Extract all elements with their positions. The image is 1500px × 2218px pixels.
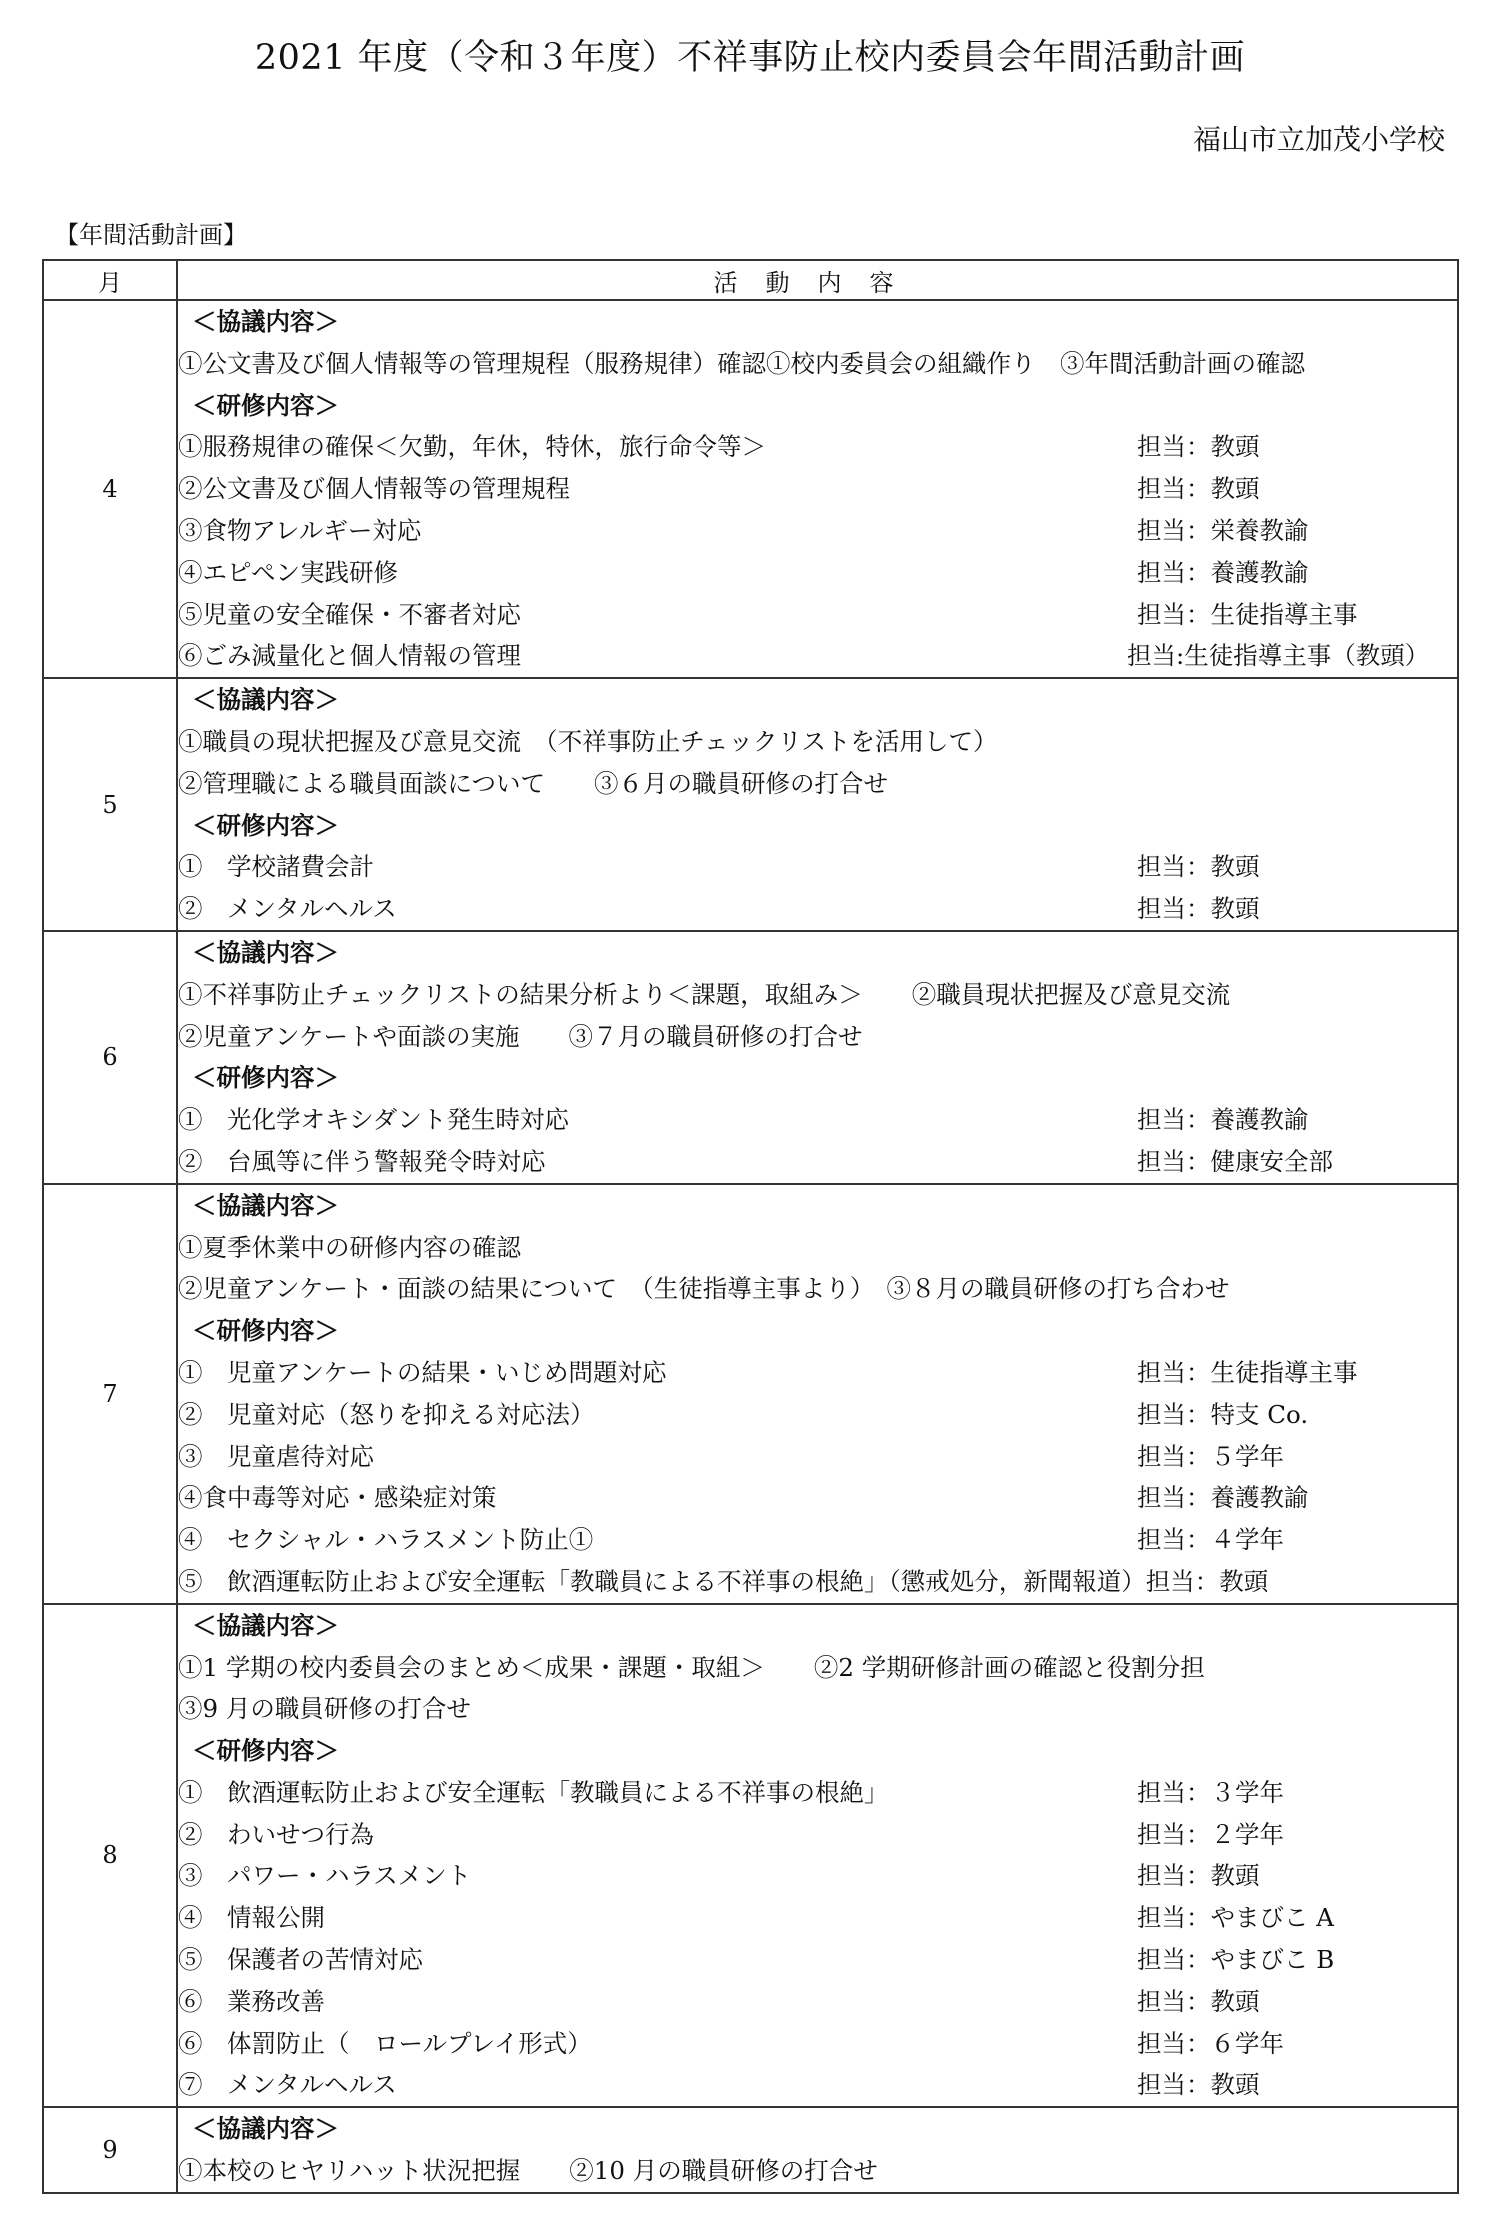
list-item bbox=[178, 1561, 1457, 1603]
list-item bbox=[178, 1394, 1457, 1436]
item-tantou: 担当:生徒指導主事（教頭） bbox=[1127, 641, 1430, 671]
item-text: ③9 月の職員研修の打合せ bbox=[178, 1694, 471, 1724]
list-item bbox=[178, 635, 1457, 677]
list-item bbox=[178, 301, 1457, 343]
list-item bbox=[178, 426, 1457, 468]
item-text: ② 台風等に伴う警報発令時対応 bbox=[178, 1146, 546, 1176]
content-cell bbox=[177, 1604, 1458, 2108]
item-tantou: 担当：３学年 bbox=[1137, 1777, 1284, 1807]
item-text: ①夏季休業中の研修内容の確認 bbox=[178, 1232, 521, 1262]
list-item bbox=[178, 1981, 1457, 2023]
item-text: ⑤ 飲酒運転防止および安全運転「教職員による不祥事の根絶」（懲戒処分，新聞報道）担当：教頭 bbox=[178, 1566, 1269, 1596]
list-item bbox=[178, 1730, 1457, 1772]
list-item bbox=[178, 679, 1457, 721]
item-text: ＜協議内容＞ bbox=[192, 1190, 339, 1220]
item-tantou: 担当：５学年 bbox=[1137, 1441, 1284, 1471]
list-item bbox=[178, 1141, 1457, 1183]
table-row bbox=[43, 1604, 1458, 2108]
table-row bbox=[43, 678, 1458, 931]
item-text: ⑦ メンタルヘルス bbox=[178, 2070, 397, 2100]
item-text: ②管理職による職員面談について ③６月の職員研修の打合せ bbox=[178, 768, 889, 798]
item-text: ② 児童対応（怒りを抑える対応法） bbox=[178, 1399, 595, 1429]
list-item bbox=[178, 1605, 1457, 1647]
list-item bbox=[178, 1688, 1457, 1730]
month-cell: 8 bbox=[43, 1604, 177, 2108]
table-row bbox=[43, 1184, 1458, 1604]
list-item bbox=[178, 1057, 1457, 1099]
item-tantou: 担当：教頭 bbox=[1137, 1986, 1260, 2016]
month-cell: 9 bbox=[43, 2107, 177, 2193]
list-item bbox=[178, 932, 1457, 974]
item-text: ①1 学期の校内委員会のまとめ＜成果・課題・取組＞ ②2 学期研修計画の確認と役割分担 bbox=[178, 1652, 1205, 1682]
list-item bbox=[178, 1939, 1457, 1981]
list-item bbox=[178, 888, 1457, 930]
table-row bbox=[43, 300, 1458, 678]
item-text: ①本校のヒヤリハット状況把握 ②10 月の職員研修の打合せ bbox=[178, 2156, 878, 2186]
list-item bbox=[178, 343, 1457, 385]
month-cell: 7 bbox=[43, 1184, 177, 1604]
item-text: ＜研修内容＞ bbox=[192, 1063, 339, 1093]
month-cell: 6 bbox=[43, 931, 177, 1184]
item-text: ④食中毒等対応・感染症対策 bbox=[178, 1483, 497, 1513]
list-item bbox=[178, 805, 1457, 847]
list-item bbox=[178, 1519, 1457, 1561]
list-item bbox=[178, 1185, 1457, 1227]
item-text: ④ セクシャル・ハラスメント防止① bbox=[178, 1525, 594, 1555]
item-tantou: 担当：教頭 bbox=[1137, 432, 1260, 462]
list-item bbox=[178, 468, 1457, 510]
item-tantou: 担当：生徒指導主事 bbox=[1137, 1357, 1358, 1387]
list-item bbox=[178, 2064, 1457, 2106]
item-text: ＜研修内容＞ bbox=[192, 1736, 339, 1766]
item-text: ④エピペン実践研修 bbox=[178, 557, 399, 587]
item-tantou: 担当：生徒指導主事 bbox=[1137, 599, 1358, 629]
list-item bbox=[178, 1477, 1457, 1519]
item-text: ⑤児童の安全確保・不審者対応 bbox=[178, 599, 521, 629]
item-tantou: 担当：やまびこ A bbox=[1137, 1903, 1334, 1933]
list-item bbox=[178, 974, 1457, 1016]
item-text: ⑥ 体罰防止（ ロールプレイ形式） bbox=[178, 2028, 592, 2058]
list-item bbox=[178, 594, 1457, 636]
list-item bbox=[178, 1647, 1457, 1689]
item-text: ② わいせつ行為 bbox=[178, 1819, 374, 1849]
item-text: ＜協議内容＞ bbox=[192, 685, 339, 715]
item-text: ②児童アンケート・面談の結果について （生徒指導主事より） ③８月の職員研修の打ち合わせ bbox=[178, 1274, 1230, 1304]
item-tantou: 担当：栄養教諭 bbox=[1137, 515, 1309, 545]
item-tantou: 担当：教頭 bbox=[1137, 474, 1260, 504]
item-text: ③ パワー・ハラスメント bbox=[178, 1861, 472, 1891]
content-cell bbox=[177, 1184, 1458, 1604]
item-text: ⑤ 保護者の苦情対応 bbox=[178, 1945, 423, 1975]
list-item bbox=[178, 1897, 1457, 1939]
item-text: ＜協議内容＞ bbox=[192, 1610, 339, 1640]
item-tantou: 担当：４学年 bbox=[1137, 1525, 1284, 1555]
list-item bbox=[178, 1436, 1457, 1478]
list-item bbox=[178, 763, 1457, 805]
item-text: ② メンタルヘルス bbox=[178, 894, 397, 924]
item-text: ①服務規律の確保＜欠勤，年休，特休，旅行命令等＞ bbox=[178, 432, 766, 462]
list-item bbox=[178, 2108, 1457, 2150]
list-item bbox=[178, 721, 1457, 763]
school-name: 福山市立加茂小学校 bbox=[1192, 123, 1445, 156]
item-tantou: 担当：養護教諭 bbox=[1137, 557, 1309, 587]
item-text: ① 学校諸費会計 bbox=[178, 852, 374, 882]
content-cell bbox=[177, 2107, 1458, 2193]
item-text: ②児童アンケートや面談の実施 ③７月の職員研修の打合せ bbox=[178, 1021, 863, 1051]
item-text: ⑥ごみ減量化と個人情報の管理 bbox=[178, 641, 521, 671]
list-item bbox=[178, 846, 1457, 888]
item-tantou: 担当：２学年 bbox=[1137, 1819, 1284, 1849]
list-item bbox=[178, 385, 1457, 427]
item-text: ①職員の現状把握及び意見交流 （不祥事防止チェックリストを活用して） bbox=[178, 726, 998, 756]
list-item bbox=[178, 2150, 1457, 2192]
item-text: ＜研修内容＞ bbox=[192, 1316, 339, 1346]
item-text: ① 光化学オキシダント発生時対応 bbox=[178, 1105, 570, 1135]
item-tantou: 担当：教頭 bbox=[1137, 1861, 1260, 1891]
table-row bbox=[43, 931, 1458, 1184]
item-tantou: 担当：養護教諭 bbox=[1137, 1483, 1309, 1513]
list-item bbox=[178, 1772, 1457, 1814]
item-text: ＜協議内容＞ bbox=[192, 937, 339, 967]
list-item bbox=[178, 1016, 1457, 1058]
item-text: ⑥ 業務改善 bbox=[178, 1986, 325, 2016]
list-item bbox=[178, 552, 1457, 594]
item-text: ④ 情報公開 bbox=[178, 1903, 325, 1933]
month-cell: 4 bbox=[43, 300, 177, 678]
list-item bbox=[178, 2023, 1457, 2065]
item-text: ＜協議内容＞ bbox=[192, 307, 339, 336]
item-text: ③食物アレルギー対応 bbox=[178, 515, 422, 545]
content-cell bbox=[177, 678, 1458, 931]
list-item bbox=[178, 1352, 1457, 1394]
content-cell bbox=[177, 931, 1458, 1184]
item-tantou: 担当：特支 Co. bbox=[1137, 1399, 1309, 1429]
item-text: ①公文書及び個人情報等の管理規程（服務規律）確認①校内委員会の組織作り ③年間活動計画の確認 bbox=[178, 348, 1305, 378]
item-tantou: 担当：教頭 bbox=[1137, 894, 1260, 924]
header-month: 月 bbox=[43, 260, 177, 300]
list-item bbox=[178, 1855, 1457, 1897]
table-row bbox=[43, 2107, 1458, 2193]
item-text: ③ 児童虐待対応 bbox=[178, 1441, 374, 1471]
page-title: 2021 年度（令和３年度）不祥事防止校内委員会年間活動計画 bbox=[254, 38, 1246, 78]
item-tantou: 担当：教頭 bbox=[1137, 2070, 1260, 2100]
table-body bbox=[43, 300, 1458, 2193]
list-item bbox=[178, 1310, 1457, 1352]
item-text: ①不祥事防止チェックリストの結果分析より＜課題，取組み＞ ②職員現状把握及び意見交流 bbox=[178, 979, 1231, 1009]
content-cell bbox=[177, 300, 1458, 678]
item-tantou: 担当：やまびこ B bbox=[1137, 1945, 1335, 1975]
item-tantou: 担当：教頭 bbox=[1137, 852, 1260, 882]
table-header-row bbox=[43, 260, 1458, 300]
item-tantou: 担当：６学年 bbox=[1137, 2028, 1284, 2058]
list-item bbox=[178, 1227, 1457, 1269]
item-text: ＜研修内容＞ bbox=[192, 390, 339, 420]
item-text: ① 飲酒運転防止および安全運転「教職員による不祥事の根絶」 bbox=[178, 1777, 889, 1807]
section-label: 【年間活動計画】 bbox=[55, 221, 247, 249]
item-tantou: 担当：養護教諭 bbox=[1137, 1105, 1309, 1135]
list-item bbox=[178, 1814, 1457, 1856]
header-content: 活動内容 bbox=[177, 260, 1458, 300]
activity-plan-table bbox=[42, 259, 1459, 2194]
list-item bbox=[178, 1268, 1457, 1310]
month-cell: 5 bbox=[43, 678, 177, 931]
item-text: ＜研修内容＞ bbox=[192, 810, 339, 840]
list-item bbox=[178, 510, 1457, 552]
list-item bbox=[178, 1099, 1457, 1141]
item-text: ① 児童アンケートの結果・いじめ問題対応 bbox=[178, 1357, 667, 1387]
item-tantou: 担当：健康安全部 bbox=[1137, 1146, 1333, 1176]
item-text: ②公文書及び個人情報等の管理規程 bbox=[178, 474, 570, 504]
item-text: ＜協議内容＞ bbox=[192, 2114, 339, 2144]
